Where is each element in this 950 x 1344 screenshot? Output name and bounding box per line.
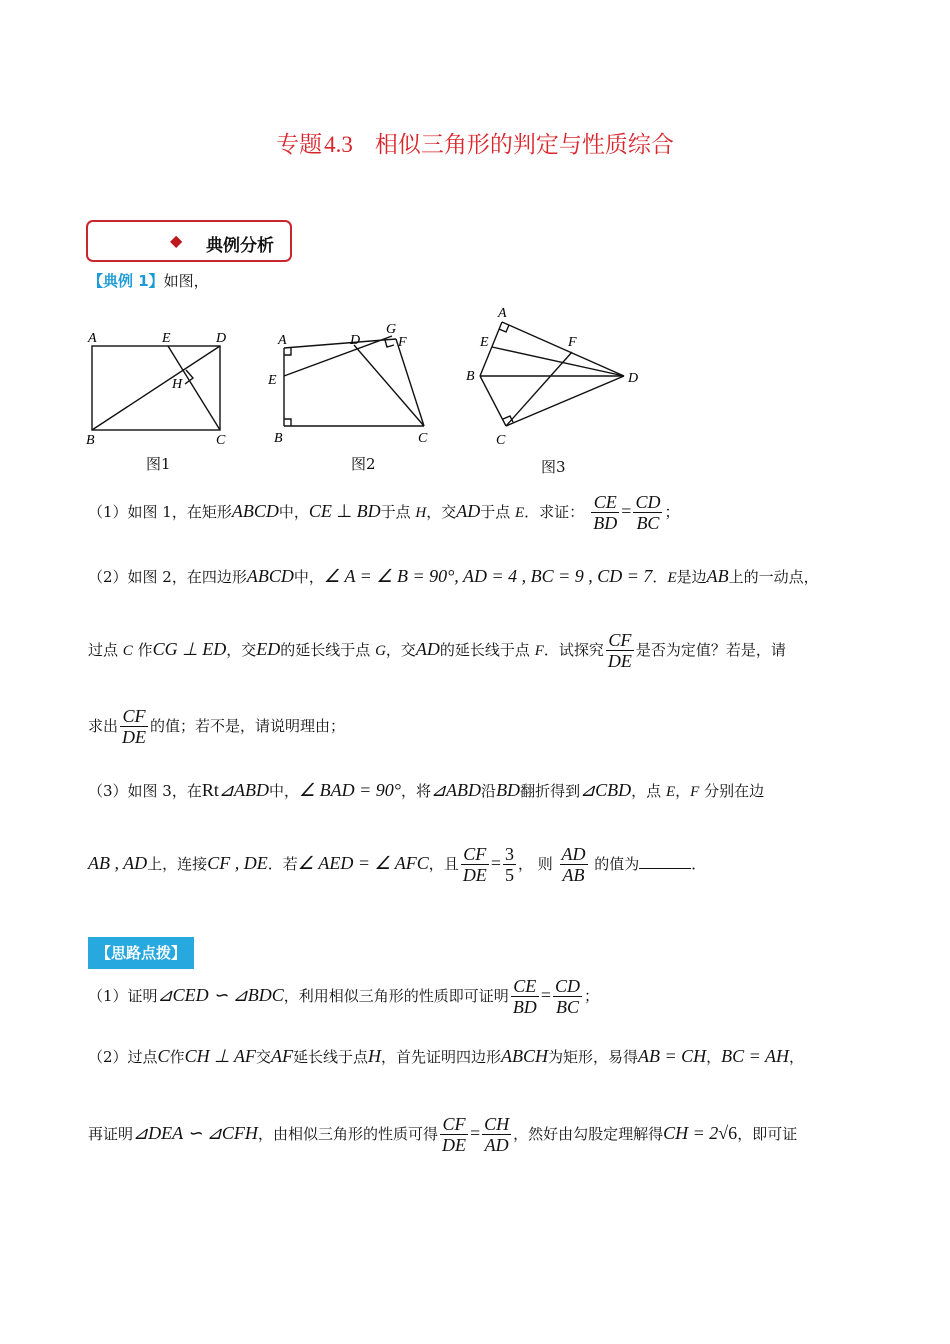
caption-figure-1: 图1 xyxy=(146,455,171,473)
caption-figure-2: 图2 xyxy=(351,455,376,473)
diamond-icon: ◆ xyxy=(170,231,183,250)
fig2-label-f: F xyxy=(398,335,407,350)
fig1-label-a: A xyxy=(88,331,97,346)
fig2-side-dc xyxy=(354,345,424,426)
fig3-label-b: B xyxy=(466,369,475,384)
fig1-label-h: H xyxy=(172,377,183,392)
fig1-label-b: B xyxy=(86,433,95,448)
hint-paragraph-3: 再证明⊿DEA ∽ ⊿CFH，由相似三角形的性质可得 $\frac{CF}{DE}$ = $\frac{CH}{AD}$ ，然好由勾股定理解得CH = 2√6，即可证 xyxy=(88,1114,798,1155)
fig2-right-angle-b xyxy=(284,419,291,426)
example-intro-text: 如图， xyxy=(163,272,209,290)
hint3-fraction-cf-de: $\frac{CF}{DE}$ xyxy=(441,1114,466,1155)
page-title xyxy=(0,126,950,159)
fig2-label-c: C xyxy=(418,431,428,446)
fig1-label-d: D xyxy=(216,331,227,346)
fig1-diagonal-bd xyxy=(92,346,220,430)
q1-fraction-cd-bc: $\frac{CD}{BC}$ xyxy=(635,492,661,533)
title-number: 4.3 xyxy=(324,132,353,157)
q2-fraction-cf-de-2: $\frac{CF}{DE}$ xyxy=(122,706,147,747)
fig2-label-g: G xyxy=(386,322,397,337)
title-prefix: 专题 xyxy=(276,132,323,158)
fig3-side-bc xyxy=(480,376,506,426)
hint-tag: 【思路点拨】 xyxy=(88,937,194,969)
hint-paragraph-1: （1）证明⊿CED ∽ ⊿BDC，利用相似三角形的性质即可证明 $\frac{CE}{BD}$ = $\frac{CD}{BC}$ ； xyxy=(88,976,599,1017)
fig2-right-angle-g xyxy=(385,340,394,347)
q1-fraction-ce-bd: $\frac{CE}{BD}$ xyxy=(593,492,618,533)
section-label: 典例分析 xyxy=(206,236,274,256)
fig1-label-e: E xyxy=(162,331,171,346)
hint1-fraction-cd-bc: $\frac{CD}{BC}$ xyxy=(554,976,580,1017)
fig3-label-d: D xyxy=(628,371,639,386)
figure-1 xyxy=(84,326,244,451)
hint1-fraction-ce-bd: $\frac{CE}{BD}$ xyxy=(512,976,537,1017)
q3-fraction-3-5: $\frac{3}{5}$ xyxy=(504,844,514,885)
example-intro xyxy=(88,270,209,291)
caption-figure-3: 图3 xyxy=(541,458,566,476)
fig1-label-c: C xyxy=(216,433,226,448)
section-header-box xyxy=(86,220,292,262)
q2-fraction-cf-de: $\frac{CF}{DE}$ xyxy=(607,630,632,671)
fig3-label-f: F xyxy=(568,335,577,350)
fig3-segment-ed xyxy=(492,347,624,376)
fig2-segment-cg xyxy=(396,339,424,426)
fig2-right-angle-a xyxy=(284,348,291,355)
example-tag: 【典例 1】 xyxy=(88,272,164,290)
hint-paragraph-2: （2）过点C作CH ⊥ AF交AF延长线于点H，首先证明四边形ABCH为矩形，易得AB = CH，BC = AH， xyxy=(88,1046,805,1066)
question-1: （1）如图 1，在矩形ABCD中，CE ⊥ BD于点 H，交AD于点 E．求证： $\frac{CE}{BD}$ = $\frac{CD}{BC}$ ； xyxy=(88,492,680,533)
hint3-fraction-ch-ad: $\frac{CH}{AD}$ xyxy=(484,1114,510,1155)
q3-fraction-ad-ab: $\frac{AD}{AB}$ xyxy=(561,844,586,885)
fig3-label-c: C xyxy=(496,433,506,448)
question-2-line-3: 求出 $\frac{CF}{DE}$ 的值；若不是，请说明理由； xyxy=(88,706,346,747)
question-3-line-1: （3）如图 3，在Rt⊿ABD中，∠ BAD = 90°，将⊿ABD沿BD翻折得到⊿CBD，点 E，F 分别在边 xyxy=(88,780,765,800)
fig3-label-a: A xyxy=(498,306,507,321)
figure-2 xyxy=(268,318,438,453)
fig3-segment-cf xyxy=(506,352,572,426)
question-2-line-1: （2）如图 2，在四边形ABCD中，∠ A = ∠ B = 90°, AD = 4 , BC = 9 , CD = 7．E是边AB上的一动点， xyxy=(88,566,819,586)
title-text: 相似三角形的判定与性质综合 xyxy=(374,132,674,158)
fig2-label-a: A xyxy=(278,333,287,348)
fig2-label-b: B xyxy=(274,431,283,446)
fig3-side-ad xyxy=(502,322,624,376)
fig2-label-d: D xyxy=(350,333,361,348)
question-2-line-2: 过点 C 作CG ⊥ ED，交ED的延长线于点 G，交AD的延长线于点 F．试探究 $\frac{CF}{DE}$ 是否为定值？若是，请 xyxy=(88,630,786,671)
fig3-label-e: E xyxy=(480,335,489,350)
answer-blank[interactable] xyxy=(639,854,691,869)
figure-3 xyxy=(462,302,652,452)
fig3-right-angle-c xyxy=(503,416,513,422)
fig1-right-angle-mark xyxy=(185,370,193,384)
fig3-side-cd xyxy=(506,376,624,426)
question-3-line-2: AB , AD上，连接CF , DE．若∠ AED = ∠ AFC，且 $\frac{CF}{DE}$ = $\frac{3}{5}$ ， 则 $\frac{AD}{AB}$ 的值为 ． xyxy=(88,844,707,885)
fig2-label-e: E xyxy=(268,373,277,388)
q3-fraction-cf-de: $\frac{CF}{DE}$ xyxy=(462,844,487,885)
